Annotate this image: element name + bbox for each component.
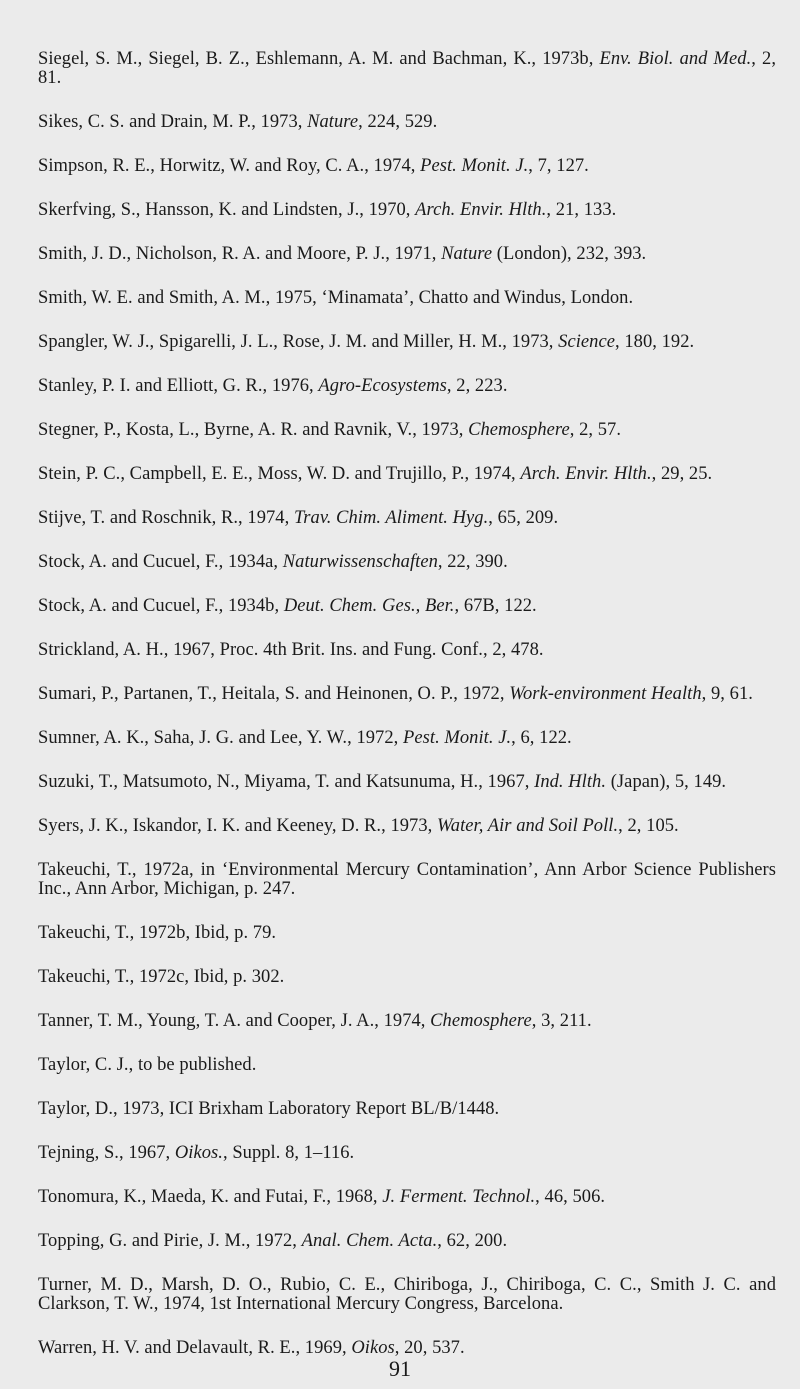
reference-text: Taylor, D., 1973, ICI Brixham Laboratory Report BL/B/1448.: [38, 1099, 500, 1119]
reference-text: Takeuchi, T., 1972b, Ibid, p. 79.: [38, 923, 277, 943]
reference-journal: Naturwissenschaften: [282, 552, 438, 572]
reference-text: , Suppl. 8, 1–116.: [222, 1143, 355, 1163]
reference-text: Stock, A. and Cucuel, F., 1934b,: [38, 596, 284, 616]
reference-text: , 6, 122.: [511, 728, 572, 748]
reference-text: Topping, G. and Pirie, J. M., 1972,: [38, 1231, 302, 1251]
reference-entry: [38, 1188, 776, 1207]
reference-text: , 46, 506.: [535, 1187, 606, 1207]
reference-text: Spangler, W. J., Spigarelli, J. L., Rose, J. M. and Miller, H. M., 1973,: [38, 332, 559, 352]
reference-entry: [38, 289, 776, 308]
reference-text: Stijve, T. and Roschnik, R., 1974,: [38, 508, 294, 528]
reference-text: Smith, J. D., Nicholson, R. A. and Moore, P. J., 1971,: [38, 244, 442, 264]
reference-entry: [38, 377, 776, 396]
reference-text: Tanner, T. M., Young, T. A. and Cooper, J. A., 1974,: [38, 1011, 431, 1031]
reference-entry: [38, 597, 776, 616]
reference-journal: Anal. Chem. Acta.: [301, 1231, 438, 1251]
reference-journal: Chemosphere: [430, 1011, 532, 1031]
reference-journal: Nature: [307, 112, 359, 132]
reference-journal: Arch. Envir. Hlth.: [415, 200, 547, 220]
reference-text: , 29, 25.: [651, 464, 713, 484]
reference-journal: Env. Biol. and Med.: [599, 49, 752, 69]
reference-journal: Work-environment Health: [509, 684, 702, 704]
reference-text: , 20, 537.: [394, 1338, 465, 1358]
reference-journal: Ind. Hlth.: [534, 772, 607, 792]
reference-journal: Pest. Monit. J.: [420, 156, 529, 176]
reference-text: Stegner, P., Kosta, L., Byrne, A. R. and Ravnik, V., 1973,: [38, 420, 469, 440]
reference-entry: [38, 333, 776, 352]
reference-entry: [38, 113, 776, 132]
reference-entry: [38, 1144, 776, 1163]
reference-entry: [38, 773, 776, 792]
reference-entry: [38, 817, 776, 836]
reference-text: Simpson, R. E., Horwitz, W. and Roy, C. A., 1974,: [38, 156, 421, 176]
reference-text: Siegel, S. M., Siegel, B. Z., Eshlemann, A. M. and Bachman, K., 1973b,: [38, 49, 600, 69]
reference-text: Sumner, A. K., Saha, J. G. and Lee, Y. W., 1972,: [38, 728, 404, 748]
reference-entry: [38, 685, 776, 704]
reference-entry: [38, 201, 776, 220]
reference-text: , 22, 390.: [437, 552, 508, 572]
reference-entry: [38, 1056, 776, 1075]
reference-text: , 2, 81.: [38, 49, 777, 88]
reference-entry: [38, 465, 776, 484]
reference-entry: [38, 1100, 776, 1119]
reference-text: , 67B, 122.: [454, 596, 537, 616]
reference-text: Taylor, C. J., to be published.: [38, 1055, 257, 1075]
reference-journal: Oikos: [351, 1338, 395, 1358]
reference-list: [38, 50, 776, 1383]
reference-text: Sikes, C. S. and Drain, M. P., 1973,: [38, 112, 308, 132]
reference-text: Suzuki, T., Matsumoto, N., Miyama, T. and Katsunuma, H., 1967,: [38, 772, 535, 792]
reference-entry: [38, 50, 776, 88]
reference-text: Stanley, P. I. and Elliott, G. R., 1976,: [38, 376, 319, 396]
reference-entry: [38, 421, 776, 440]
reference-entry: [38, 924, 776, 943]
reference-text: Warren, H. V. and Delavault, R. E., 1969,: [38, 1338, 352, 1358]
reference-journal: Science: [558, 332, 615, 352]
reference-text: Strickland, A. H., 1967, Proc. 4th Brit. Ins. and Fung. Conf., 2, 478.: [38, 640, 544, 660]
reference-entry: [38, 1276, 776, 1314]
reference-text: , 2, 57.: [569, 420, 621, 440]
reference-entry: [38, 553, 776, 572]
reference-text: , 3, 211.: [531, 1011, 592, 1031]
reference-journal: Deut. Chem. Ges., Ber.: [283, 596, 455, 616]
reference-entry: [38, 157, 776, 176]
reference-text: Skerfving, S., Hansson, K. and Lindsten, J., 1970,: [38, 200, 416, 220]
page-number: 91: [389, 1356, 411, 1381]
reference-text: Smith, W. E. and Smith, A. M., 1975, ‘Minamata’, Chatto and Windus, London.: [38, 288, 634, 308]
reference-text: Stock, A. and Cucuel, F., 1934a,: [38, 552, 283, 572]
reference-journal: Nature: [441, 244, 493, 264]
reference-journal: Water, Air and Soil Poll.: [437, 816, 619, 836]
reference-text: , 21, 133.: [546, 200, 617, 220]
reference-entry: [38, 509, 776, 528]
reference-text: , 62, 200.: [437, 1231, 508, 1251]
reference-journal: Chemosphere: [468, 420, 570, 440]
reference-text: Takeuchi, T., 1972c, Ibid, p. 302.: [38, 967, 285, 987]
reference-text: Tonomura, K., Maeda, K. and Futai, F., 1968,: [38, 1187, 383, 1207]
reference-text: (London), 232, 393.: [492, 244, 647, 264]
reference-text: Tejning, S., 1967,: [38, 1143, 175, 1163]
reference-text: , 9, 61.: [701, 684, 753, 704]
reference-journal: Pest. Monit. J.: [403, 728, 512, 748]
reference-text: , 224, 529.: [358, 112, 438, 132]
reference-text: (Japan), 5, 149.: [606, 772, 727, 792]
reference-entry: [38, 245, 776, 264]
reference-journal: Agro-Ecosystems: [318, 376, 447, 396]
reference-text: Takeuchi, T., 1972a, in ‘Environmental Mercury Contamination’, Ann Arbor Science Publishers Inc., Ann Arbor, Michigan, p. 247.: [38, 860, 776, 899]
reference-text: Turner, M. D., Marsh, D. O., Rubio, C. E., Chiriboga, J., Chiriboga, C. C., Smith J. C. and Clarkson, T. W., 1974, 1st International Mercury Congress, Barcelona.: [38, 1275, 776, 1314]
reference-entry: [38, 1012, 776, 1031]
reference-text: , 180, 192.: [615, 332, 695, 352]
reference-text: Sumari, P., Partanen, T., Heitala, S. and Heinonen, O. P., 1972,: [38, 684, 510, 704]
reference-text: , 65, 209.: [488, 508, 559, 528]
reference-text: , 7, 127.: [528, 156, 589, 176]
reference-entry: [38, 729, 776, 748]
reference-journal: Arch. Envir. Hlth.: [520, 464, 652, 484]
reference-text: Stein, P. C., Campbell, E. E., Moss, W. D. and Trujillo, P., 1974,: [38, 464, 521, 484]
reference-entry: [38, 1232, 776, 1251]
reference-journal: J. Ferment. Technol.: [382, 1187, 536, 1207]
reference-text: , 2, 223.: [446, 376, 508, 396]
reference-journal: Trav. Chim. Aliment. Hyg.: [293, 508, 489, 528]
reference-entry: [38, 861, 776, 899]
reference-text: Syers, J. K., Iskandor, I. K. and Keeney, D. R., 1973,: [38, 816, 438, 836]
reference-journal: Oikos.: [174, 1143, 223, 1163]
reference-text: , 2, 105.: [618, 816, 679, 836]
reference-entry: [38, 641, 776, 660]
reference-entry: [38, 968, 776, 987]
